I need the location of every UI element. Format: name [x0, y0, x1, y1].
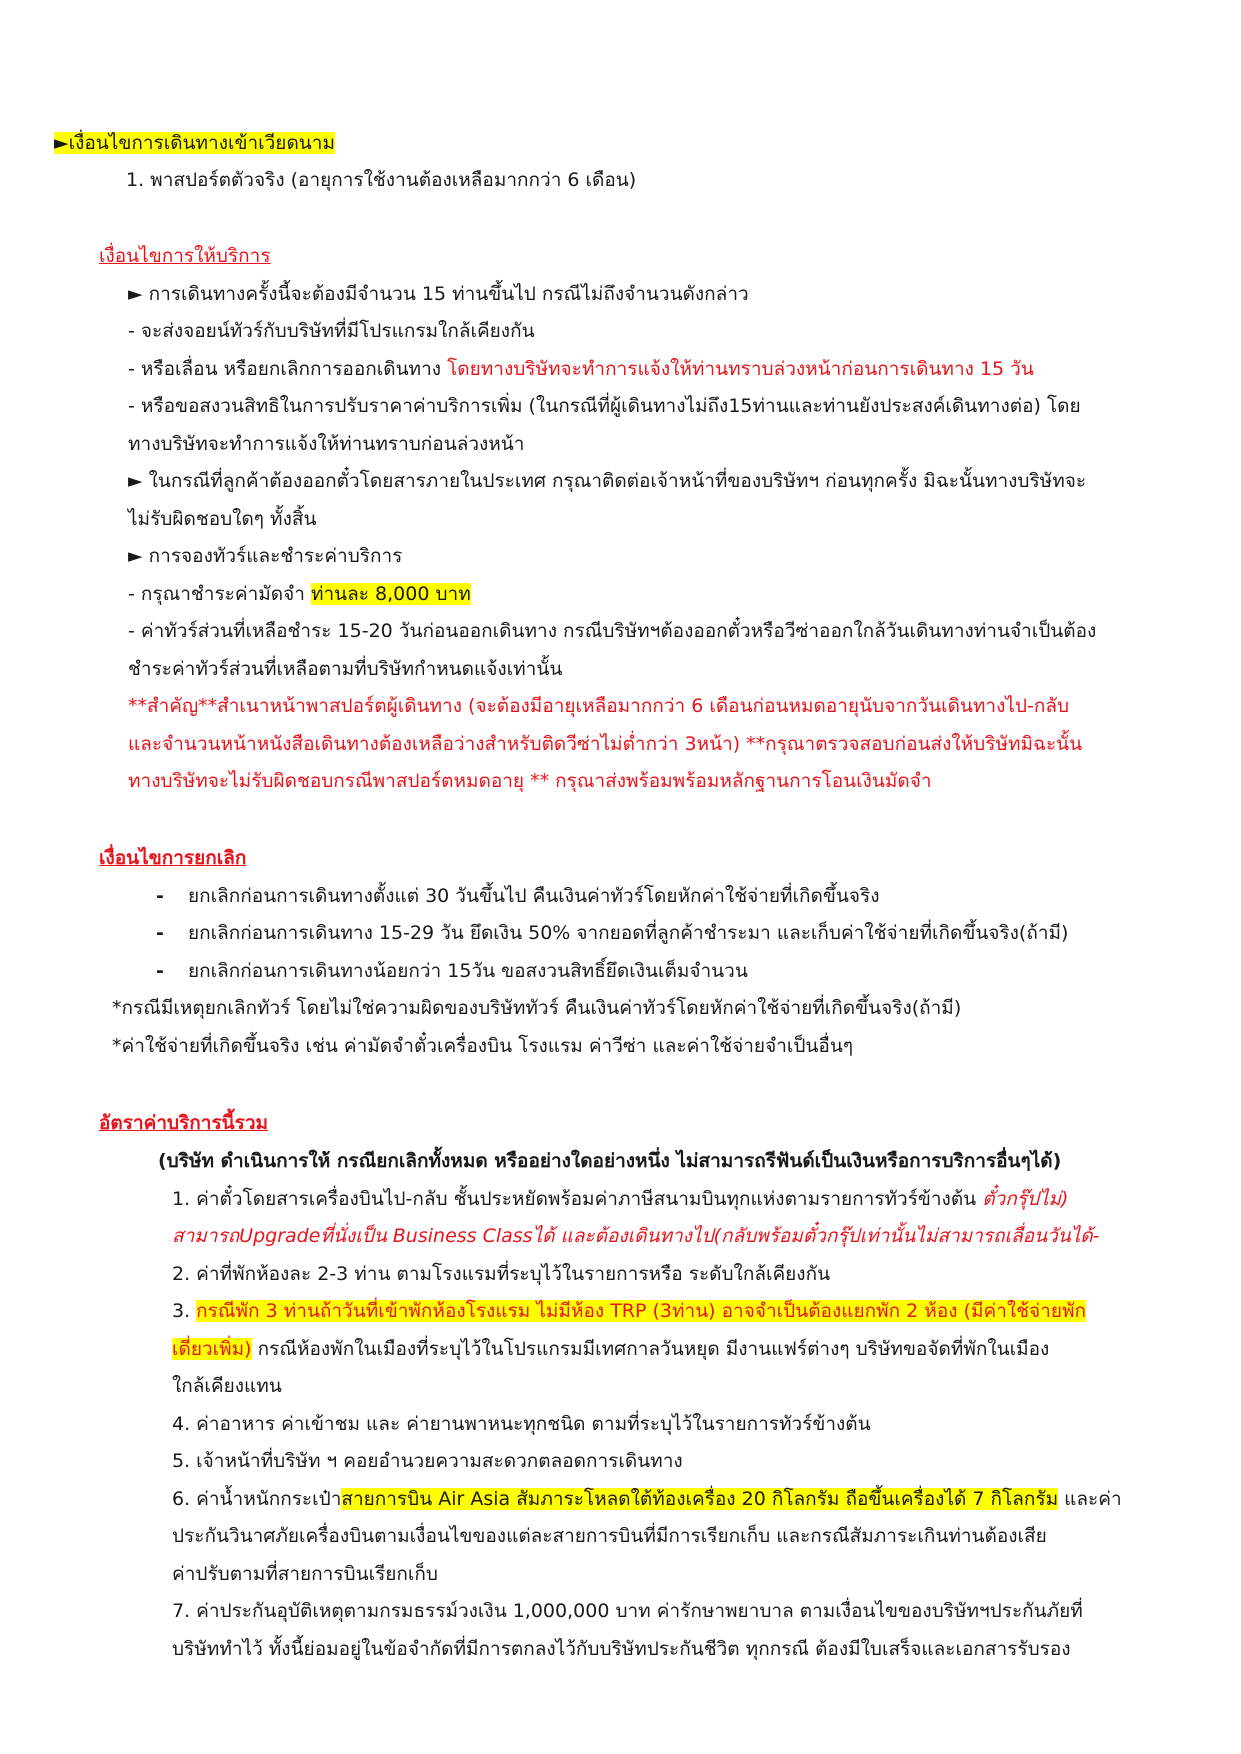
rates-item-6-cont: ประกันวินาศภัยเครื่องบินตามเงื่อนไขของแต่ละสายการบินที่มีการเรียกเก็บ และกรณีสัมภาระเกินท่านต้องเสีย	[172, 1525, 1047, 1547]
rates-item-3-cont	[172, 1336, 1049, 1362]
cancel-bullet-2: -	[156, 922, 164, 944]
service-line-4: - หรือขอสงวนสิทธิในการปรับราคาค่าบริการเพิ่ม (ในกรณีที่ผู้เดินทางไม่ถึง15ท่านและท่านยังประสงค์เดินทางต่อ) โดย	[128, 395, 1081, 417]
cancel-bullet-3: -	[156, 960, 164, 982]
cancel-note-2: *ค่าใช้จ่ายที่เกิดขึ้นจริง เช่น ค่ามัดจำตั๋วเครื่องบิน โรงแรม ค่าวีซ่า และค่าใช้จ่ายจำเป็นอื่นๆ	[112, 1035, 854, 1057]
cancel-bullet-1: -	[156, 885, 164, 907]
service-line-9	[128, 581, 471, 607]
rates-item-3-highlight: กรณีพัก 3 ท่านถ้าวันที่เข้าพักห้องโรงแรม ไม่มีห้อง TRP (3ท่าน) อาจจำเป็นต้องแยกพัก 2 ห้อง (มีค่าใช้จ่ายพัก	[196, 1300, 1086, 1322]
important-line-3: ทางบริษัทจะไม่รับผิดชอบกรณีพาสปอร์ตหมดอายุ ** กรุณาส่งพร้อมพร้อมหลักฐานการโอนเงินมัดจำ	[128, 770, 932, 792]
rates-item-1-red: ตั๋วกรุ๊ปไม่)	[982, 1188, 1069, 1210]
service-line-11: ชำระค่าทัวร์ส่วนที่เหลือตามที่บริษัทกำหนดแจ้งเท่านั้น	[128, 658, 563, 680]
important-line-2: และจำนวนหน้าหนังสือเดินทางต้องเหลือว่างสำหรับติดวีซ่าไม่ต่ำกว่า 3หน้า) **กรุณาตรวจสอบก่อนส่งให้บริษัทมิฉะนั้น	[128, 733, 1083, 755]
rates-item-7: 7. ค่าประกันอุบัติเหตุตามกรมธรรม์วงเงิน 1,000,000 บาท ค่ารักษาพยาบาล ตามเงื่อนไขของบริษัทฯประกันภัยที่	[172, 1600, 1083, 1622]
rates-item-6	[172, 1486, 1122, 1512]
service-line-5: ทางบริษัทจะทำการแจ้งให้ท่านทราบก่อนล่วงหน้า	[128, 433, 525, 455]
service-line-3-text: - หรือเลื่อน หรือยกเลิกการออกเดินทาง	[128, 358, 448, 380]
rates-item-3-text: กรณีห้องพักในเมืองที่ระบุไว้ในโปรแกรมมีเทศกาลวันหยุด มีงานแฟร์ต่างๆ บริษัทขอจัดที่พักในเมือง	[251, 1338, 1050, 1360]
rates-item-3	[172, 1298, 1086, 1324]
cancel-heading: เงื่อนไขการยกเลิก	[99, 847, 247, 869]
entry-item-passport: 1. พาสปอร์ตตัวจริง (อายุการใช้งานต้องเหลือมากกว่า 6 เดือน)	[126, 169, 637, 191]
rates-item-6-end: ค่าปรับตามที่สายการบินเรียกเก็บ	[172, 1563, 438, 1585]
rates-item-4: 4. ค่าอาหาร ค่าเข้าชม และ ค่ายานพาหนะทุกชนิด ตามที่ระบุไว้ในรายการทัวร์ข้างต้น	[172, 1413, 871, 1435]
service-line-1: ► การเดินทางครั้งนี้จะต้องมีจำนวน 15 ท่านขึ้นไป กรณีไม่ถึงจำนวนดังกล่าว	[128, 283, 749, 305]
service-line-6: ► ในกรณีที่ลูกค้าต้องออกตั๋วโดยสารภายในประเทศ กรุณาติดต่อเจ้าหน้าที่ของบริษัทฯ ก่อนทุกครั้ง มิฉะนั้นทางบริษัทจะ	[128, 470, 1087, 492]
deposit-label: - กรุณาชำระค่ามัดจำ	[128, 583, 311, 605]
rates-item-3-num: 3.	[172, 1300, 197, 1322]
rates-item-6-text: 6. ค่าน้ำหนักกระเป๋า	[172, 1488, 342, 1510]
cancel-item-1: ยกเลิกก่อนการเดินทางตั้งแต่ 30 วันขึ้นไป คืนเงินค่าทัวร์โดยหักค่าใช้จ่ายที่เกิดขึ้นจริง	[188, 885, 880, 907]
rates-item-3-single: เดี่ยวเพิ่ม)	[172, 1338, 252, 1360]
deposit-amount: ท่านละ 8,000 บาท	[310, 583, 471, 605]
rates-item-1	[172, 1186, 1068, 1212]
service-line-3-red: โดยทางบริษัทจะทำการแจ้งให้ท่านทราบล่วงหน้าก่อนการเดินทาง 15 วัน	[447, 358, 1034, 380]
service-line-2: - จะส่งจอยน์ทัวร์กับบริษัทที่มีโปรแกรมใกล้เคียงกัน	[128, 320, 535, 342]
rates-item-1-cont: สามารถUpgradeที่นั่งเป็น Business Classได้ และต้องเดินทางไป(กลับพร้อมตั๋วกรุ๊ปเท่านั้นไม่สามารถเลื่อนวันได้-	[172, 1225, 1100, 1247]
service-line-10: - ค่าทัวร์ส่วนที่เหลือชำระ 15-20 วันก่อนออกเดินทาง กรณีบริษัทฯต้องออกตั๋วหรือวีซ่าออกใกล้วันเดินทางท่านจำเป็นต้อง	[128, 620, 1097, 642]
rates-item-2: 2. ค่าที่พักห้องละ 2-3 ท่าน ตามโรงแรมที่ระบุไว้ในรายการหรือ ระดับใกล้เคียงกัน	[172, 1263, 831, 1285]
baggage-allowance: สายการบิน Air Asia สัมภาระโหลดใต้ท้องเครื่อง 20 กิโลกรัม ถือขึ้นเครื่องได้ 7 กิโลกรัม	[341, 1488, 1059, 1510]
rates-note: (บริษัท ดำเนินการให้ กรณียกเลิกทั้งหมด หรืออย่างใดอย่างหนึ่ง ไม่สามารถรีฟันด์เป็นเงินหรือการบริการอื่นๆได้)	[158, 1150, 1062, 1172]
cancel-item-3: ยกเลิกก่อนการเดินทางน้อยกว่า 15วัน ขอสงวนสิทธิ์ยึดเงินเต็มจำนวน	[188, 960, 748, 982]
rates-item-3-end: ใกล้เคียงแทน	[172, 1375, 282, 1397]
rates-item-6-tail: และค่า	[1058, 1488, 1122, 1510]
cancel-item-2: ยกเลิกก่อนการเดินทาง 15-29 วัน ยึดเงิน 50% จากยอดที่ลูกค้าชำระมา และเก็บค่าใช้จ่ายที่เกิดขึ้นจริง(ถ้ามี)	[188, 922, 1069, 944]
service-line-7: ไม่รับผิดชอบใดๆ ทั้งสิ้น	[128, 508, 317, 530]
rates-item-7-cont: บริษัททำไว้ ทั้งนี้ย่อมอยู่ในข้อจำกัดที่มีการตกลงไว้กับบริษัทประกันชีวิต ทุกกรณี ต้องมีใบเสร็จและเอกสารรับรอง	[172, 1638, 1071, 1660]
important-line-1: **สำคัญ**สำเนาหน้าพาสปอร์ตผู้เดินทาง (จะต้องมีอายุเหลือมากกว่า 6 เดือนก่อนหมดอายุนับจากวันเดินทางไป-กลับ	[128, 695, 1070, 717]
service-heading: เงื่อนไขการให้บริการ	[99, 245, 271, 267]
rates-heading: อัตราค่าบริการนี้รวม	[99, 1112, 269, 1134]
service-line-3	[128, 356, 1034, 382]
entry-title	[54, 130, 335, 156]
service-line-8: ► การจองทัวร์และชำระค่าบริการ	[128, 545, 403, 567]
cancel-note-1: *กรณีมีเหตุยกเลิกทัวร์ โดยไม่ใช่ความผิดของบริษัททัวร์ คืนเงินค่าทัวร์โดยหักค่าใช้จ่ายที่เกิดขึ้นจริง(ถ้ามี)	[112, 997, 962, 1019]
rates-item-5: 5. เจ้าหน้าที่บริษัท ฯ คอยอำนวยความสะดวกตลอดการเดินทาง	[172, 1450, 683, 1472]
entry-title-text: ►เงื่อนไขการเดินทางเข้าเวียดนาม	[54, 132, 335, 154]
rates-item-1-text: 1. ค่าตั๋วโดยสารเครื่องบินไป-กลับ ชั้นประหยัดพร้อมค่าภาษีสนามบินทุกแห่งตามรายการทัวร์ข้างต้น	[172, 1188, 983, 1210]
